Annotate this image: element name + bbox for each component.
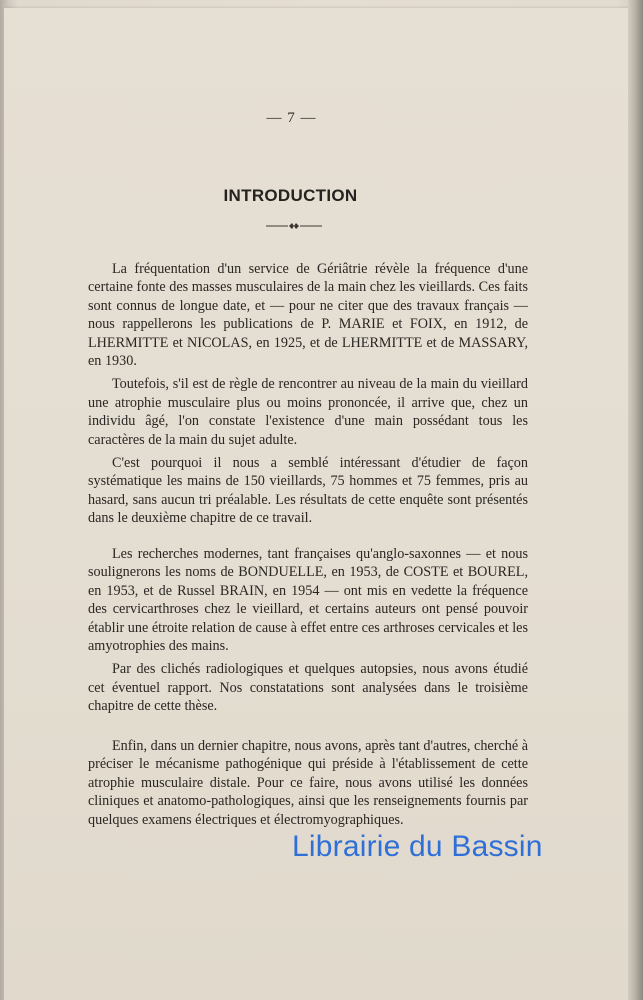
watermark: Librairie du Bassin <box>292 830 543 863</box>
page-title: INTRODUCTION <box>223 186 358 205</box>
page-edge <box>628 0 643 1000</box>
paragraph: Enfin, dans un dernier chapitre, nous avons, après tant d'autres, cherché à préciser le mécanisme pathogénique qui préside à l'établissement de cette atrophie musculaire distale. Pour ce faire, nous avons utilisé les données cliniques et anatomo-pathologiques, ainsi que les renseignements fournis par quelques examens électriques et électromyographiques. <box>88 738 528 828</box>
paragraph: Par des clichés radiologiques et quelques autopsies, nous avons étudié cet éventuel rapport. Nos constatations sont analysées dans le troisième chapitre de cette thèse. <box>88 661 528 715</box>
intro-section-3 <box>88 737 528 829</box>
paragraph: C'est pourquoi il nous a semblé intéressant d'étudier de façon systématique les mains de 150 vieillards, 75 hommes et 75 femmes, pris au hasard, sans aucun tri préalable. Les résultats de cette enquête sont présentés dans le deuxième chapitre de ce travail. <box>88 455 528 527</box>
paragraph: Toutefois, s'il est de règle de rencontrer au niveau de la main du vieillard une atrophie musculaire plus ou moins prononcée, il arrive que, chez un individu âgé, l'on constate l'existence d'une main possédant tous les caractères de la main du sujet adulte. <box>88 376 528 448</box>
intro-section-1 <box>88 260 528 528</box>
intro-section-2 <box>88 545 528 716</box>
ornament-divider-icon <box>266 221 322 231</box>
page-number: — 7 — <box>266 110 317 126</box>
paragraph: La fréquentation d'un service de Gériâtrie révèle la fréquence d'une certaine fonte des masses musculaires de la main chez les vieillards. Ces faits sont connus de longue date, et — pour ne citer que des travaux français — nous rappellerons les publications de P. MARIE et FOIX, en 1912, de LHERMITTE et NICOLAS, en 1925, et de LHERMITTE et de MASSARY, en 1930. <box>88 261 528 370</box>
paragraph: Les recherches modernes, tant françaises qu'anglo-saxonnes — et nous soulignerons les noms de BONDUELLE, en 1953, de COSTE et BOUREL, en 1953, et de Russel BRAIN, en 1954 — ont mis en vedette la fréquence des cervicarthroses chez le vieillard, et certains auteurs ont pensé pouvoir établir une étroite relation de cause à effet entre ces arthroses cervicales et les amyotrophies des mains. <box>88 546 528 655</box>
